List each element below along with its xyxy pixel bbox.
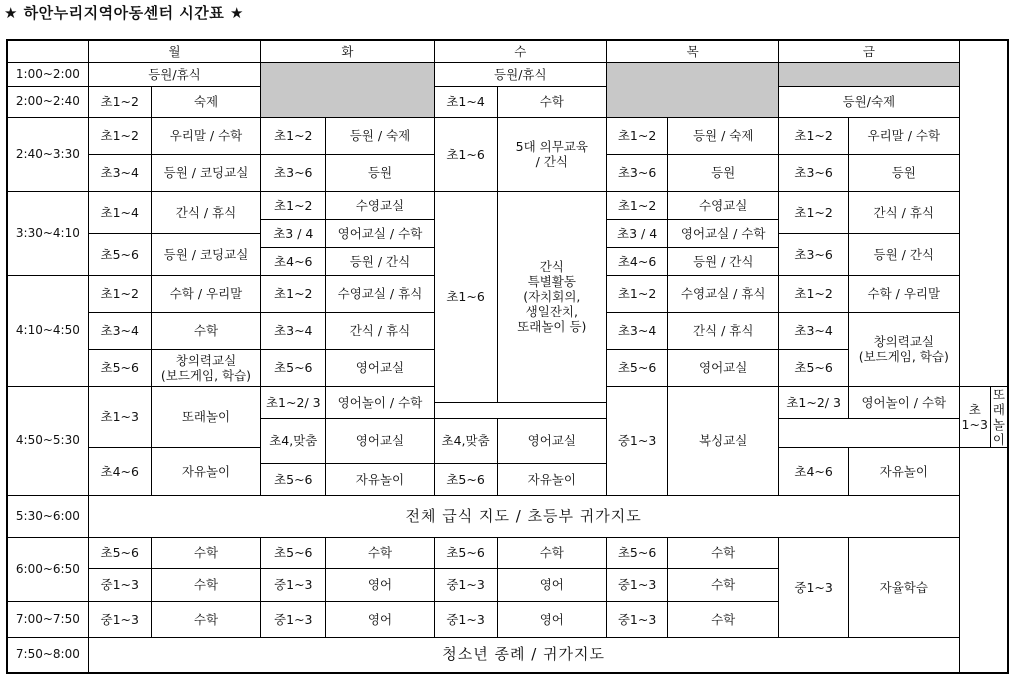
group-cell: 초1~2/ 3 bbox=[779, 386, 849, 418]
activity-cell: 수학 bbox=[151, 568, 260, 601]
activity-cell: 수학 bbox=[151, 601, 260, 637]
group-cell: 중1~3 bbox=[607, 568, 668, 601]
time-cell: 4:10~4:50 bbox=[7, 275, 88, 386]
activity-cell: 등원 / 숙제 bbox=[326, 117, 434, 154]
table-row bbox=[7, 86, 1008, 117]
activity-cell: 영어놀이 / 수학 bbox=[326, 386, 434, 418]
group-cell: 초5~6 bbox=[261, 463, 326, 495]
activity-cell: 영어 bbox=[497, 601, 606, 637]
group-cell: 초3~6 bbox=[779, 233, 849, 275]
activity-cell: 우리말 / 수학 bbox=[151, 117, 260, 154]
activity-cell: 자유놀이 bbox=[497, 463, 606, 495]
activity-cell: 등원 / 간식 bbox=[668, 247, 779, 275]
activity-cell: 자유놀이 bbox=[151, 447, 260, 495]
group-cell: 초1~4 bbox=[434, 86, 497, 117]
group-cell: 초1~6 bbox=[434, 191, 497, 402]
group-cell: 초4~6 bbox=[779, 447, 849, 495]
activity-cell: 등원 / 코딩교실 bbox=[151, 154, 260, 191]
activity-cell: 영어교실 bbox=[668, 349, 779, 386]
activity-cell: 등원 / 숙제 bbox=[668, 117, 779, 154]
merged-cell: 청소년 종례 / 귀가지도 bbox=[88, 637, 959, 673]
group-cell: 초4,맞춤 bbox=[261, 418, 326, 463]
group-cell: 중1~3 bbox=[779, 537, 849, 637]
table-row bbox=[7, 62, 1008, 86]
activity-cell: 또래놀이 bbox=[151, 386, 260, 447]
activity-cell: 수영교실 bbox=[668, 191, 779, 219]
group-cell: 초1~6 bbox=[434, 117, 497, 191]
activity-cell: 등원 / 간식 bbox=[326, 247, 434, 275]
activity-cell: 숙제 bbox=[151, 86, 260, 117]
activity-cell: 간식 특별활동 (자치회의, 생일잔치, 또래놀이 등) bbox=[497, 191, 606, 402]
group-cell: 초1~2 bbox=[261, 275, 326, 312]
group-cell: 초3 / 4 bbox=[607, 219, 668, 247]
table-row bbox=[7, 117, 1008, 154]
group-cell: 초4,맞춤 bbox=[434, 418, 497, 463]
activity-cell: 우리말 / 수학 bbox=[849, 117, 959, 154]
activity-cell: 창의력교실 (보드게임, 학습) bbox=[151, 349, 260, 386]
group-cell: 초1~2 bbox=[261, 117, 326, 154]
group-cell: 초1~2 bbox=[88, 275, 151, 312]
table-row bbox=[7, 637, 1008, 673]
activity-cell: 창의력교실 (보드게임, 학습) bbox=[849, 312, 959, 386]
group-cell: 초5~6 bbox=[434, 463, 497, 495]
activity-cell: 또래놀이 bbox=[990, 386, 1008, 447]
activity-cell: 수학 bbox=[497, 86, 606, 117]
cell: 등원/휴식 bbox=[88, 62, 260, 86]
merged-cell: 전체 급식 지도 / 초등부 귀가지도 bbox=[88, 495, 959, 537]
group-cell: 초3~4 bbox=[779, 312, 849, 349]
group-cell: 초5~6 bbox=[779, 349, 849, 386]
activity-cell: 수학 bbox=[151, 312, 260, 349]
group-cell: 중1~3 bbox=[434, 568, 497, 601]
group-cell: 초3~6 bbox=[607, 154, 668, 191]
group-cell: 초1~2 bbox=[779, 117, 849, 154]
table-row bbox=[7, 191, 1008, 205]
time-cell: 7:50~8:00 bbox=[7, 637, 88, 673]
empty-cell bbox=[261, 62, 434, 117]
group-cell: 초4~6 bbox=[607, 247, 668, 275]
day-mon: 월 bbox=[88, 40, 260, 62]
activity-cell: 자율학습 bbox=[849, 537, 959, 637]
group-cell: 초3 / 4 bbox=[261, 219, 326, 247]
activity-cell: 자유놀이 bbox=[326, 463, 434, 495]
activity-cell: 영어교실 bbox=[326, 418, 434, 463]
activity-cell: 복싱교실 bbox=[668, 386, 779, 495]
group-cell: 초5~6 bbox=[88, 233, 151, 275]
group-cell: 초5~6 bbox=[607, 537, 668, 568]
activity-cell: 영어교실 / 수학 bbox=[668, 219, 779, 247]
group-cell: 초5~6 bbox=[261, 349, 326, 386]
group-cell: 초1~2 bbox=[261, 191, 326, 219]
activity-cell: 영어놀이 / 수학 bbox=[849, 386, 959, 418]
group-cell: 중1~3 bbox=[607, 386, 668, 495]
group-cell: 초1~2 bbox=[88, 117, 151, 154]
group-cell: 초5~6 bbox=[261, 537, 326, 568]
activity-cell: 수영교실 / 휴식 bbox=[668, 275, 779, 312]
page-title: ★ 하안누리지역아동센터 시간표 ★ bbox=[4, 4, 244, 22]
group-cell: 초3~6 bbox=[261, 154, 326, 191]
group-cell: 중1~3 bbox=[434, 601, 497, 637]
group-cell: 초3~6 bbox=[779, 154, 849, 191]
table-row bbox=[7, 495, 1008, 537]
group-cell: 초3~4 bbox=[88, 312, 151, 349]
activity-cell: 영어교실 bbox=[326, 349, 434, 386]
activity-cell: 등원 / 코딩교실 bbox=[151, 233, 260, 275]
group-cell: 초5~6 bbox=[434, 537, 497, 568]
group-cell: 초5~6 bbox=[88, 349, 151, 386]
group-cell: 중1~3 bbox=[88, 568, 151, 601]
group-cell: 초1~3 bbox=[959, 386, 990, 447]
day-fri: 금 bbox=[779, 40, 959, 62]
activity-cell: 간식 / 휴식 bbox=[326, 312, 434, 349]
empty-cell bbox=[607, 62, 779, 117]
group-cell: 초4~6 bbox=[88, 447, 151, 495]
activity-cell: 영어교실 bbox=[497, 418, 606, 463]
group-cell: 초5~6 bbox=[88, 537, 151, 568]
time-cell: 2:40~3:30 bbox=[7, 117, 88, 191]
group-cell: 초1~2 bbox=[779, 191, 849, 233]
activity-cell: 자유놀이 bbox=[849, 447, 959, 495]
group-cell: 초1~2 bbox=[779, 275, 849, 312]
group-cell: 초3~4 bbox=[88, 154, 151, 191]
activity-cell: 등원 bbox=[326, 154, 434, 191]
activity-cell: 5대 의무교육 / 간식 bbox=[497, 117, 606, 191]
group-cell: 초1~3 bbox=[88, 386, 151, 447]
time-cell: 4:50~5:30 bbox=[7, 386, 88, 495]
group-cell: 초4~6 bbox=[261, 247, 326, 275]
activity-cell: 등원 bbox=[668, 154, 779, 191]
activity-cell: 수학 bbox=[668, 537, 779, 568]
activity-cell: 영어교실 / 수학 bbox=[326, 219, 434, 247]
activity-cell: 수학 bbox=[668, 601, 779, 637]
group-cell: 중1~3 bbox=[607, 601, 668, 637]
activity-cell: 수학 / 우리말 bbox=[151, 275, 260, 312]
activity-cell: 영어 bbox=[326, 601, 434, 637]
table-row bbox=[7, 537, 1008, 568]
corner-cell bbox=[7, 40, 88, 62]
group-cell: 초1~2 bbox=[88, 86, 151, 117]
time-cell: 5:30~6:00 bbox=[7, 495, 88, 537]
time-cell: 3:30~4:10 bbox=[7, 191, 88, 275]
group-cell: 초1~2 bbox=[607, 191, 668, 219]
group-cell: 중1~3 bbox=[261, 601, 326, 637]
time-cell: 2:00~2:40 bbox=[7, 86, 88, 117]
group-cell: 초1~2 bbox=[607, 275, 668, 312]
activity-cell: 수학 / 우리말 bbox=[849, 275, 959, 312]
cell: 등원/휴식 bbox=[434, 62, 606, 86]
day-wed: 수 bbox=[434, 40, 606, 62]
timetable bbox=[6, 39, 1009, 674]
activity-cell: 등원 / 간식 bbox=[849, 233, 959, 275]
activity-cell: 간식 / 휴식 bbox=[849, 191, 959, 233]
activity-cell: 등원 bbox=[849, 154, 959, 191]
group-cell: 초1~2/ 3 bbox=[261, 386, 326, 418]
activity-cell: 수학 bbox=[151, 537, 260, 568]
day-thu: 목 bbox=[607, 40, 779, 62]
activity-cell: 영어 bbox=[326, 568, 434, 601]
activity-cell: 수학 bbox=[326, 537, 434, 568]
activity-cell: 수학 bbox=[668, 568, 779, 601]
group-cell: 초5~6 bbox=[607, 349, 668, 386]
activity-cell: 수학 bbox=[497, 537, 606, 568]
group-cell: 중1~3 bbox=[88, 601, 151, 637]
group-cell: 초3~4 bbox=[261, 312, 326, 349]
activity-cell: 간식 / 휴식 bbox=[151, 191, 260, 233]
activity-cell: 간식 / 휴식 bbox=[668, 312, 779, 349]
group-cell: 중1~3 bbox=[261, 568, 326, 601]
time-cell: 6:00~6:50 bbox=[7, 537, 88, 601]
group-cell: 초1~4 bbox=[88, 191, 151, 233]
time-cell: 7:00~7:50 bbox=[7, 601, 88, 637]
empty-cell bbox=[779, 62, 959, 86]
time-cell: 1:00~2:00 bbox=[7, 62, 88, 86]
group-cell: 초1~2 bbox=[607, 117, 668, 154]
activity-cell: 영어 bbox=[497, 568, 606, 601]
activity-cell: 수영교실 bbox=[326, 191, 434, 219]
group-cell: 초3~4 bbox=[607, 312, 668, 349]
day-header-row bbox=[7, 40, 1008, 62]
day-tue: 화 bbox=[261, 40, 434, 62]
cell: 등원/숙제 bbox=[779, 86, 959, 117]
activity-cell: 수영교실 / 휴식 bbox=[326, 275, 434, 312]
